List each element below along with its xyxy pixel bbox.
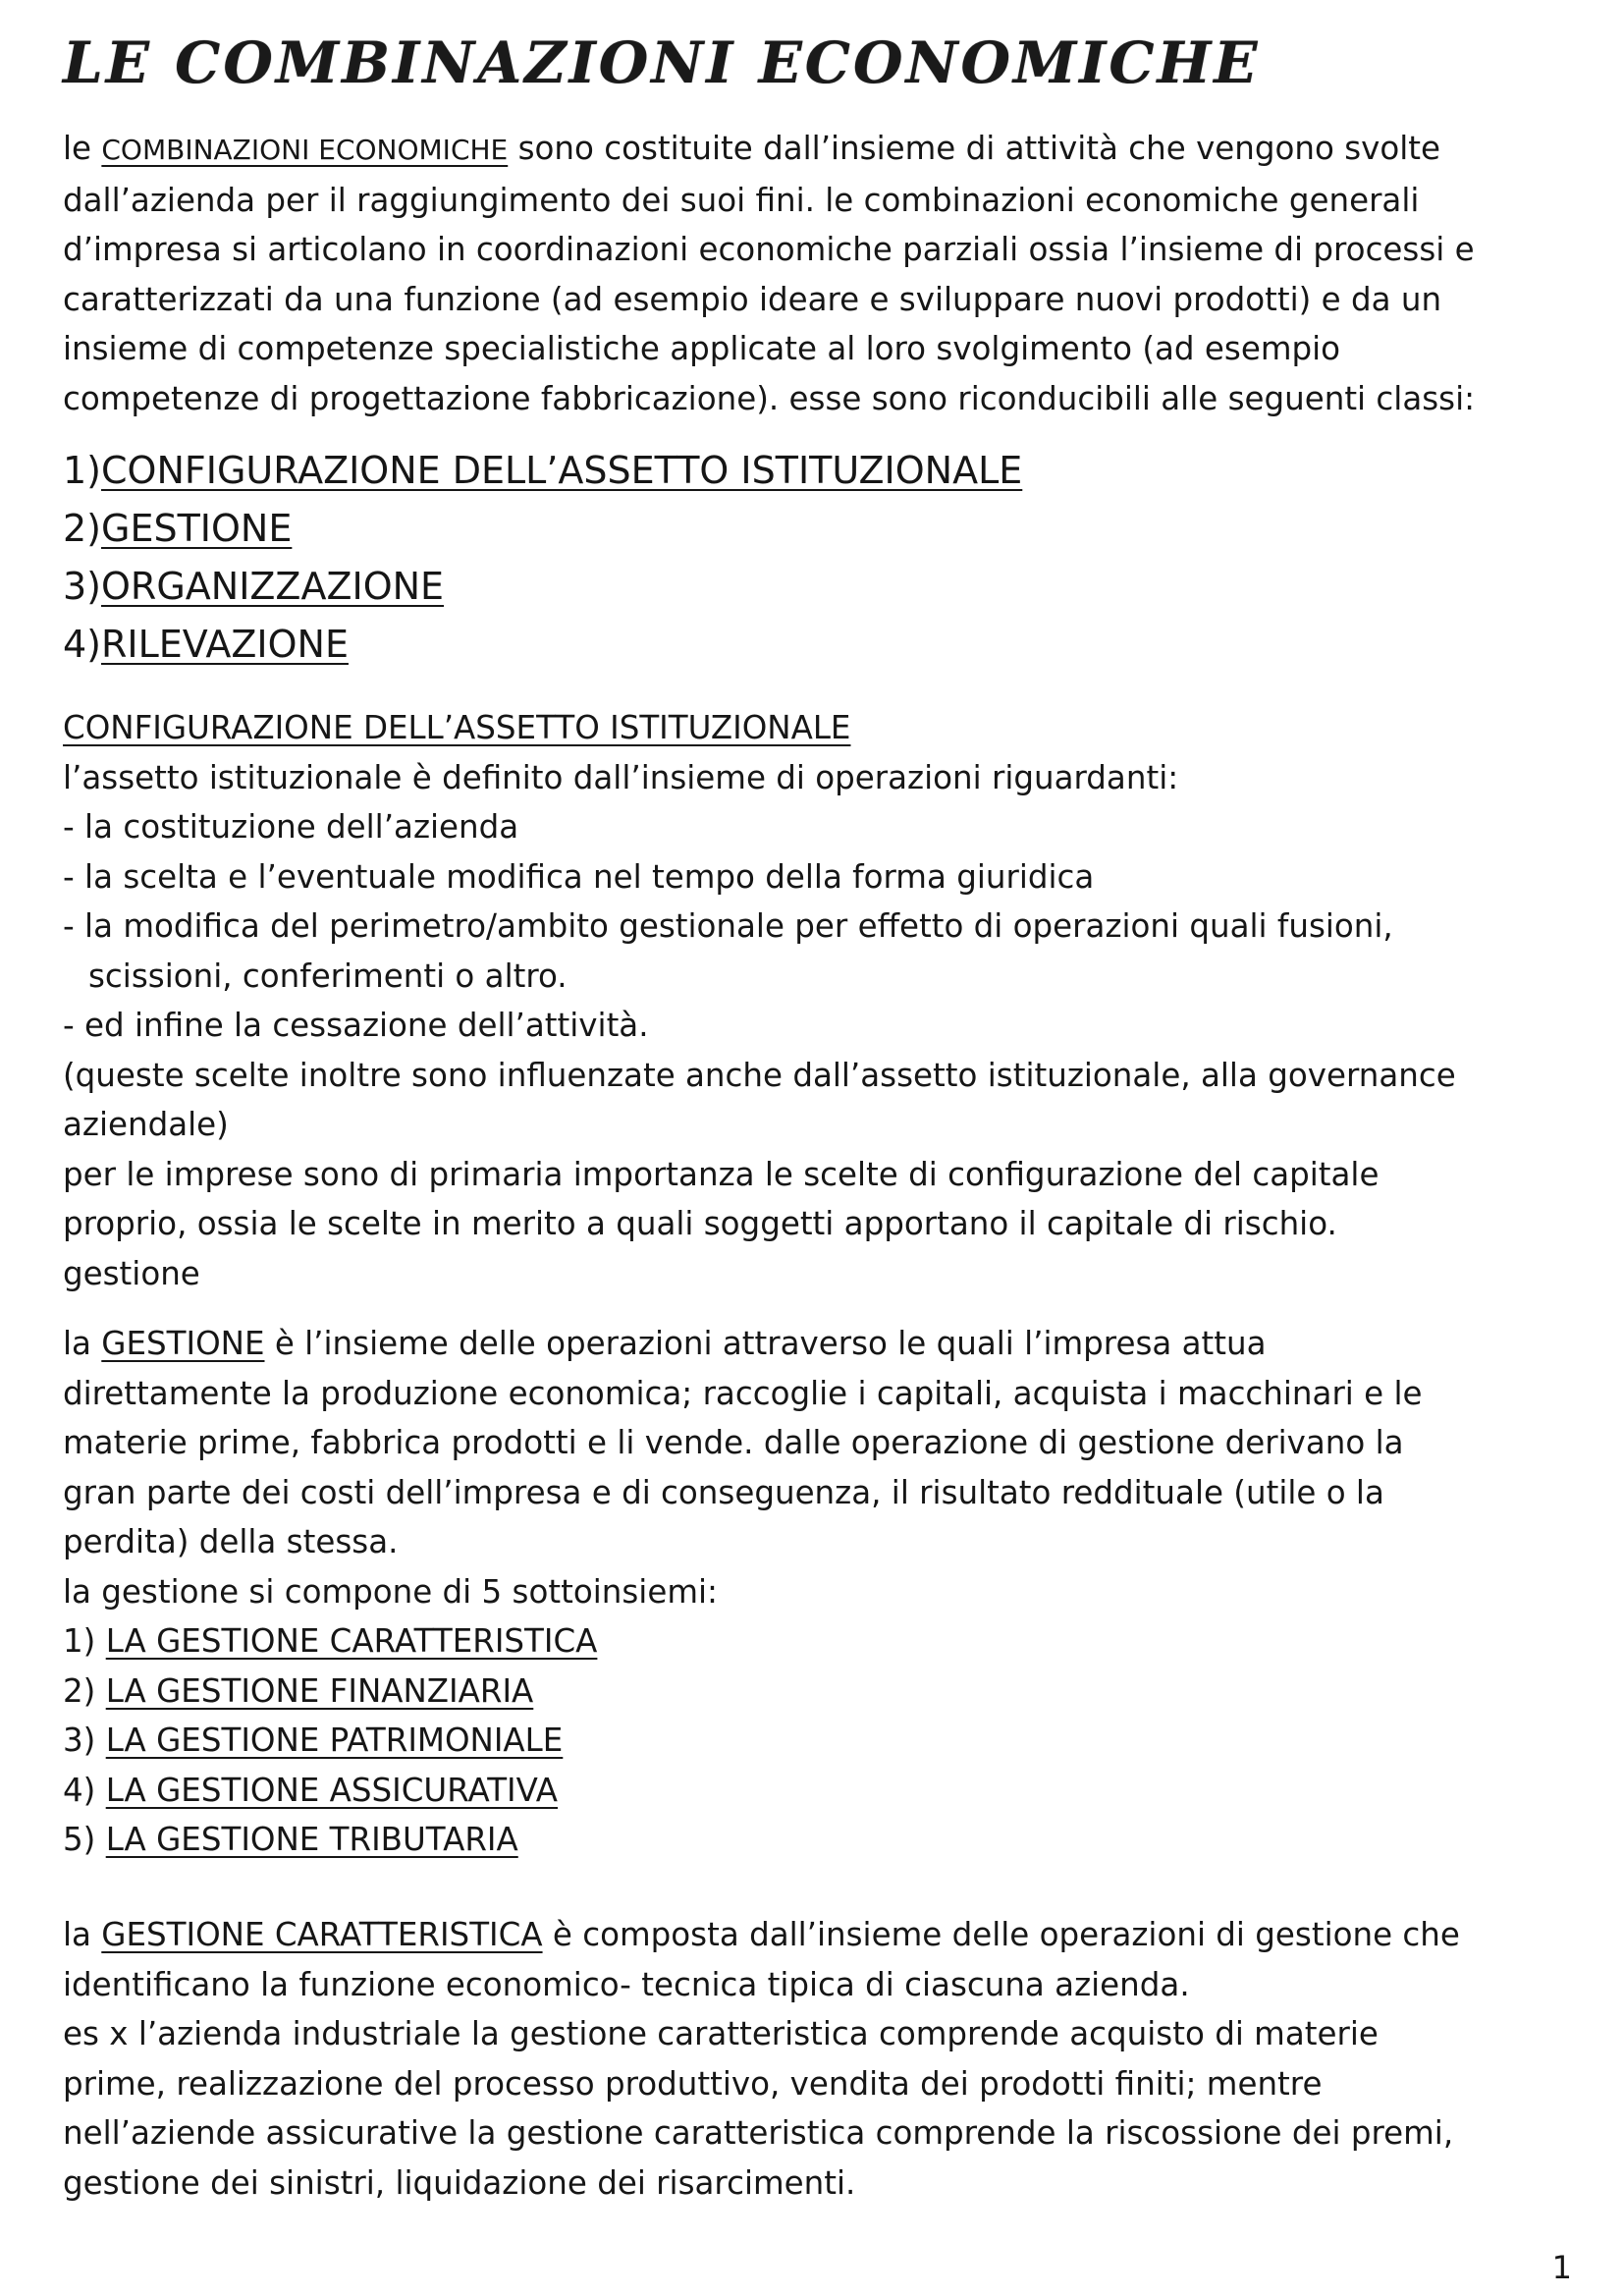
section-assetto [63,703,1575,1298]
paragraph-line: perdita) della stessa. [63,1523,399,1560]
list-item: 3) LA GESTIONE PATRIMONIALE [63,1722,564,1759]
paragraph-line: la GESTIONE CARATTERISTICA è composta dall’insieme delle operazioni di gestione che [63,1916,1460,1953]
list-item: 3)ORGANIZZAZIONE [63,565,445,608]
intro-line: dall’azienda per il raggiungimento dei suoi fini. le combinazioni economiche generali [63,181,1420,219]
list-item: scissioni, conferimenti o altro. [88,957,568,995]
paragraph-line: nell’aziende assicurative la gestione caratteristica comprende la riscossione dei premi, [63,2114,1454,2152]
paragraph-line: materie prime, fabbrica prodotti e li vende. dalle operazione di gestione derivano la [63,1424,1404,1461]
list-item: - la costituzione dell’azienda [63,808,519,846]
paragraph-line: gran parte dei costi dell’impresa e di conseguenza, il risultato reddituale (utile o la [63,1473,1384,1511]
paragraph-line: (queste scelte inoltre sono influenzate anche dall’assetto istituzionale, alla governance [63,1056,1456,1094]
list-item: 2)GESTIONE [63,507,293,550]
term-gestione: GESTIONE [101,1325,265,1362]
term-combinazioni-economiche: COMBINAZIONI ECONOMICHE [101,134,509,166]
list-item: 1) LA GESTIONE CARATTERISTICA [63,1622,598,1660]
paragraph-line: proprio, ossia le scelte in merito a quali soggetti apportano il capitale di rischio. [63,1205,1337,1242]
list-item: 5) LA GESTIONE TRIBUTARIA [63,1821,518,1858]
page-title: LE COMBINAZIONI ECONOMICHE [63,29,1261,96]
section-heading: CONFIGURAZIONE DELL’ASSETTO ISTITUZIONALE [63,709,851,746]
paragraph-line: per le imprese sono di primaria importanza le scelte di configurazione del capitale [63,1155,1380,1193]
paragraph-line: gestione dei sinistri, liquidazione dei risarcimenti. [63,2163,856,2202]
list-item: 2) LA GESTIONE FINANZIARIA [63,1671,534,1710]
intro-paragraph [63,124,1575,423]
paragraph-line: aziendale) [63,1106,229,1143]
paragraph-line: es x l’azienda industriale la gestione caratteristica comprende acquisto di materie [63,2015,1379,2052]
section-caratteristica [63,1910,1575,2208]
classes-list [63,442,1575,674]
list-item: 4)RILEVAZIONE [63,623,349,666]
list-item: 4) LA GESTIONE ASSICURATIVA [63,1771,559,1809]
paragraph-line: prime, realizzazione del processo produttivo, vendita dei prodotti finiti; mentre [63,2064,1323,2103]
paragraph-line: la gestione si compone di 5 sottoinsiemi: [63,1572,718,1611]
intro-line: insieme di competenze specialistiche applicate al loro svolgimento (ad esempio [63,330,1341,367]
section-gestione [63,1319,1575,1865]
paragraph-line: la GESTIONE è l’insieme delle operazioni attraverso le quali l’impresa attua [63,1325,1267,1362]
paragraph-line: l’assetto istituzionale è definito dall’insieme di operazioni riguardanti: [63,758,1179,796]
list-item: - ed infine la cessazione dell’attività. [63,1007,649,1044]
page-number: 1 [1551,2249,1572,2286]
intro-line: d’impresa si articolano in coordinazioni economiche parziali ossia l’insieme di processi e [63,231,1475,268]
paragraph-line: gestione [63,1254,200,1292]
term-gestione-caratteristica: GESTIONE CARATTERISTICA [101,1916,543,1953]
paragraph-line: direttamente la produzione economica; raccoglie i capitali, acquista i macchinari e le [63,1374,1423,1412]
list-item: 1)CONFIGURAZIONE DELL’ASSETTO ISTITUZIONALE [63,449,1023,492]
intro-line: caratterizzati da una funzione (ad esempio ideare e sviluppare nuovi prodotti) e da un [63,280,1442,318]
intro-line: le COMBINAZIONI ECONOMICHE sono costituite dall’insieme di attività che vengono svolte [63,130,1441,167]
list-item: - la scelta e l’eventuale modifica nel tempo della forma giuridica [63,857,1095,896]
list-item: - la modifica del perimetro/ambito gestionale per effetto di operazioni quali fusioni, [63,907,1393,945]
paragraph-line: identificano la funzione economico- tecnica tipica di ciascuna azienda. [63,1965,1190,2003]
intro-line: competenze di progettazione fabbricazione). esse sono riconducibili alle seguenti classi: [63,379,1476,417]
